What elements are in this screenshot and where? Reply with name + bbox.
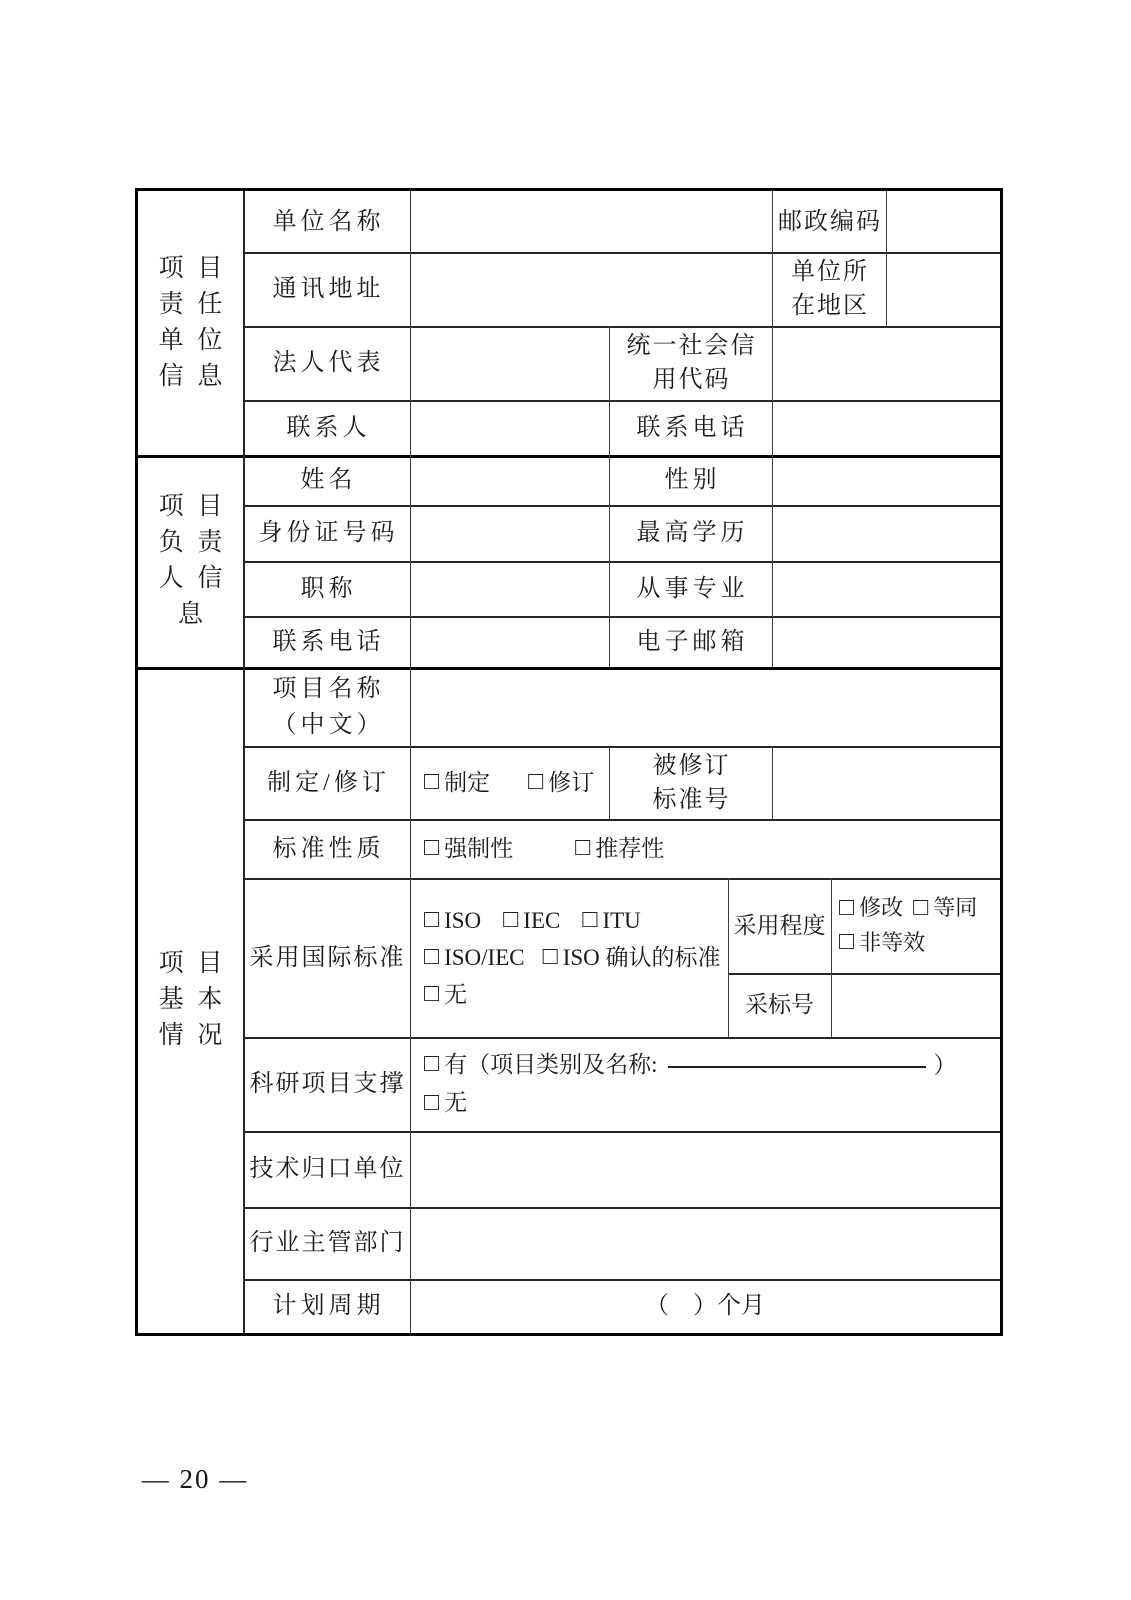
- leader-phone-input-cell[interactable]: [410, 616, 609, 667]
- leader-name-input-cell[interactable]: [410, 455, 609, 505]
- checkbox-label: IEC: [523, 908, 561, 933]
- checkbox-label: 制定: [444, 770, 491, 795]
- std-nature-label: 标准性质: [272, 835, 385, 862]
- checkbox-icon: □: [424, 834, 440, 861]
- revised-std-no-input-cell[interactable]: [772, 746, 1000, 819]
- checkbox-label: ISO 确认的标准: [562, 945, 721, 970]
- checkbox-label: 无: [444, 982, 468, 1007]
- checkbox-icon: □: [839, 893, 855, 921]
- checkbox-label: ISO: [444, 908, 482, 933]
- checkbox-label: 有（项目类别及名称:: [444, 1051, 658, 1077]
- checkbox-label: 推荐性: [595, 836, 665, 861]
- checkbox-label: 修订: [548, 770, 595, 795]
- industry-dept-label: 行业主管部门: [249, 1230, 406, 1256]
- checkbox-option-recommended[interactable]: [575, 830, 664, 867]
- checkbox-label: 强制性: [444, 836, 514, 861]
- research-support-label: 科研项目支撑: [249, 1071, 406, 1097]
- section-title-line: 项目: [158, 493, 237, 520]
- section-title-line: 情况: [158, 1022, 237, 1049]
- checkbox-label: ITU: [602, 908, 641, 933]
- unit-region-input-cell[interactable]: [886, 252, 1000, 326]
- section-title-unit-info: [138, 191, 243, 455]
- checkbox-option-iso[interactable]: [424, 902, 481, 939]
- section-title-line: 负责: [158, 529, 237, 556]
- credit-code-label: 统一社会信 用代码: [626, 333, 757, 393]
- page-number: — 20 —: [141, 1464, 249, 1494]
- unit-contact-phone-label: 联系电话: [636, 414, 749, 441]
- revised-std-no-label: 被修订 标准号: [652, 752, 731, 813]
- revise-label: 制定/修订: [267, 769, 390, 796]
- close-paren-text: ）: [933, 1052, 957, 1077]
- checkbox-icon: □: [503, 906, 519, 933]
- section-title-project-info: [138, 667, 243, 1333]
- revise-options-cell: [410, 746, 609, 819]
- credit-code-input-cell[interactable]: [772, 326, 1000, 400]
- intl-std-options-cell: [410, 878, 728, 1037]
- gender-label: 性别: [664, 467, 721, 493]
- section-title-line: 人信: [158, 565, 237, 592]
- unit-contact-phone-input-cell[interactable]: [772, 400, 1000, 455]
- checkbox-icon: □: [424, 768, 440, 795]
- checkbox-option-iec[interactable]: [503, 902, 560, 939]
- checkbox-icon: □: [424, 1088, 440, 1116]
- checkbox-option-has-support[interactable]: [424, 1046, 658, 1084]
- email-input-cell[interactable]: [772, 616, 1000, 667]
- section-title-line: 息: [177, 601, 217, 628]
- tech-unit-label: 技术归口单位: [249, 1156, 406, 1182]
- email-label: 电子邮箱: [636, 628, 749, 655]
- postal-code-input-cell[interactable]: [886, 191, 1000, 252]
- checkbox-icon: □: [839, 928, 855, 955]
- tech-unit-input-cell[interactable]: [410, 1131, 1000, 1207]
- checkbox-option-formulate[interactable]: [424, 764, 490, 801]
- research-support-options-cell: [410, 1037, 1000, 1131]
- section-title-line: 项目: [158, 950, 237, 977]
- unit-region-label: 单位所 在地区: [791, 259, 869, 319]
- adoption-code-label: 采标号: [745, 992, 814, 1017]
- checkbox-icon: □: [582, 906, 598, 933]
- checkbox-label: 无: [444, 1090, 468, 1115]
- checkbox-icon: □: [424, 1050, 440, 1077]
- profession-input-cell[interactable]: [772, 561, 1000, 616]
- plan-period-value-cell[interactable]: [410, 1279, 1000, 1333]
- checkbox-option-modified[interactable]: [839, 891, 903, 925]
- checkbox-option-iso-iec[interactable]: [424, 939, 525, 976]
- checkbox-icon: □: [528, 768, 544, 795]
- checkbox-label: 等同: [933, 895, 978, 920]
- project-name-label: 项目名称 （中文）: [272, 675, 385, 738]
- section-title-leader-info: [138, 455, 243, 667]
- checkbox-option-itu[interactable]: [582, 902, 640, 939]
- checkbox-icon: □: [575, 834, 591, 861]
- project-name-input-cell[interactable]: [410, 667, 1000, 746]
- checkbox-label: 修改: [859, 895, 904, 920]
- checkbox-option-none-intl[interactable]: [424, 976, 467, 1013]
- legal-rep-input-cell[interactable]: [410, 326, 609, 400]
- plan-period-value: （ ）个月: [645, 1293, 765, 1319]
- leader-phone-label: 联系电话: [272, 628, 385, 655]
- adoption-degree-label: 采用程度: [733, 912, 826, 938]
- std-nature-options-cell: [410, 819, 1000, 878]
- legal-rep-label: 法人代表: [272, 350, 385, 376]
- address-label: 通讯地址: [272, 276, 385, 302]
- job-title-input-cell[interactable]: [410, 561, 609, 616]
- intl-std-label: 采用国际标准: [249, 944, 406, 971]
- checkbox-label: 非等效: [859, 929, 926, 955]
- checkbox-option-revise[interactable]: [528, 764, 594, 801]
- unit-name-input-cell[interactable]: [410, 191, 772, 252]
- fill-in-blank-line[interactable]: [668, 1066, 926, 1068]
- application-form-table: [135, 188, 1003, 1336]
- leader-name-label: 姓名: [300, 467, 357, 493]
- contact-input-cell[interactable]: [410, 400, 609, 455]
- checkbox-icon: □: [913, 893, 929, 921]
- id-number-label: 身份证号码: [258, 520, 399, 546]
- checkbox-option-iso-confirmed[interactable]: [543, 939, 721, 976]
- unit-name-label: 单位名称: [272, 208, 385, 235]
- gender-input-cell[interactable]: [772, 455, 1000, 505]
- adoption-code-input-cell[interactable]: [831, 973, 1000, 1037]
- job-title-label: 职称: [300, 575, 357, 602]
- checkbox-option-no-support[interactable]: [424, 1084, 467, 1122]
- address-input-cell[interactable]: [410, 252, 772, 326]
- contact-label: 联系人: [286, 414, 371, 441]
- profession-label: 从事专业: [636, 575, 749, 602]
- checkbox-icon: □: [424, 980, 440, 1007]
- checkbox-icon: □: [424, 906, 440, 933]
- checkbox-option-not-equivalent[interactable]: [839, 926, 925, 960]
- checkbox-icon: □: [542, 943, 558, 970]
- checkbox-icon: □: [424, 943, 440, 970]
- checkbox-label: ISO/IEC: [444, 945, 525, 970]
- section-title-line: 单位: [158, 327, 237, 354]
- checkbox-option-mandatory[interactable]: [424, 830, 513, 867]
- plan-period-label: 计划周期: [272, 1293, 385, 1319]
- section-title-line: 基本: [158, 986, 237, 1013]
- section-title-line: 信息: [158, 363, 237, 390]
- checkbox-option-identical[interactable]: [913, 891, 977, 925]
- id-number-input-cell[interactable]: [410, 505, 609, 561]
- section-title-line: 项目: [158, 255, 237, 282]
- education-input-cell[interactable]: [772, 505, 1000, 561]
- industry-dept-input-cell[interactable]: [410, 1207, 1000, 1279]
- postal-code-label: 邮政编码: [778, 208, 882, 235]
- section-title-line: 责任: [158, 291, 237, 318]
- adoption-degree-options-cell: [831, 878, 1000, 973]
- education-label: 最高学历: [636, 520, 749, 546]
